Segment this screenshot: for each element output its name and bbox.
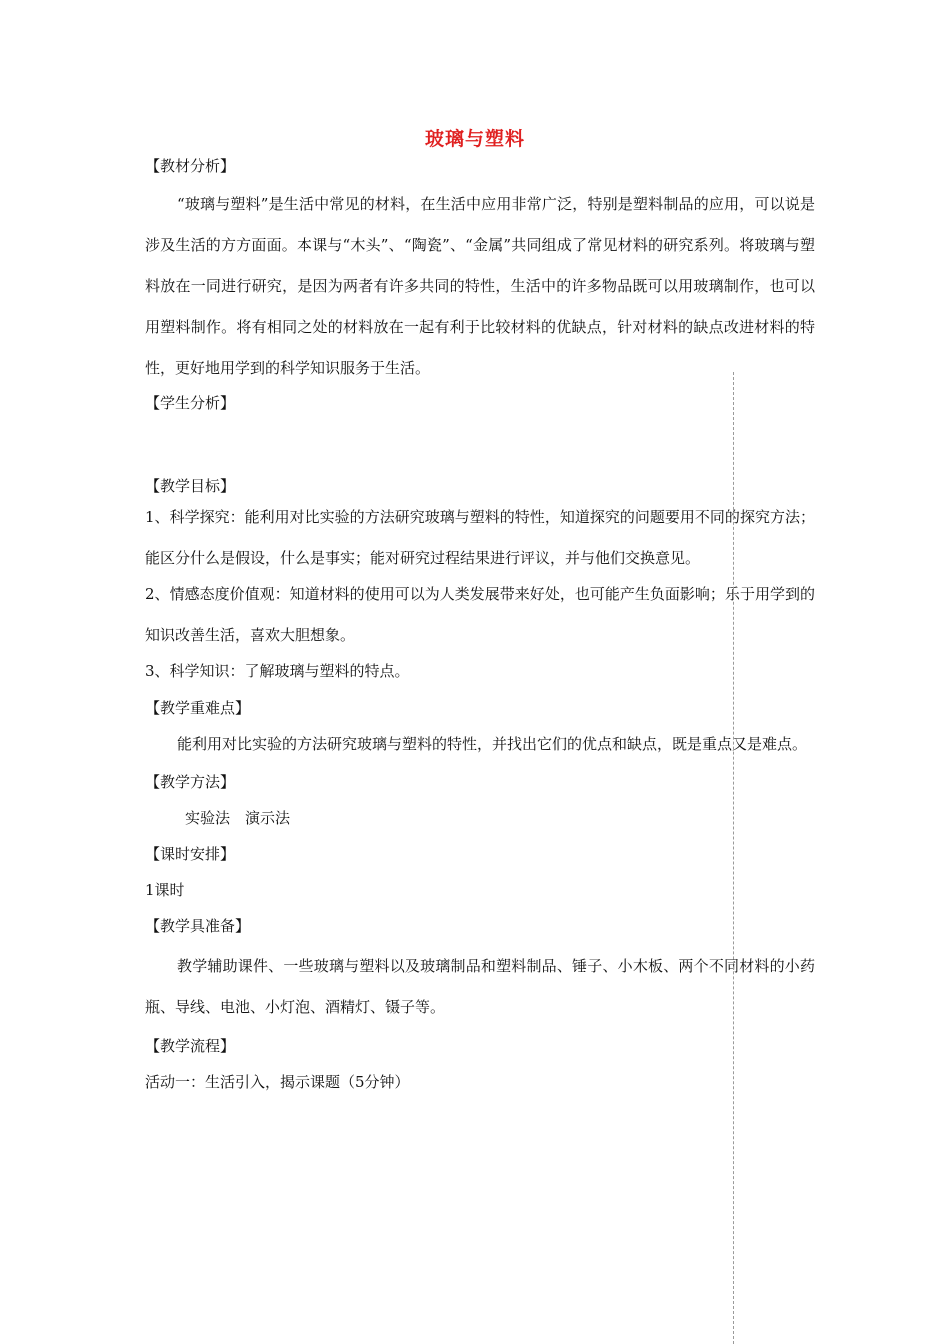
analysis-paragraph: “玻璃与塑料”是生活中常见的材料，在生活中应用非常广泛，特别是塑料制品的应用，可以说是涉及生活的方方面面。本课与“木头”、“陶瓷”、“金属”共同组成了常见材料的研究系列。将玻璃与塑料放在一同进行研究，是因为两者有许多共同的特性，生活中的许多物品既可以用玻璃制作，也可以用塑料制作。将有相同之处的材料放在一起有利于比较材料的优缺点，针对材料的缺点改进材料的特性，更好地用学到的科学知识服务于生活。 — [145, 195, 815, 377]
goal-item-1: 1、科学探究：能利用对比实验的方法研究玻璃与塑料的特性，知道探究的问题要用不同的探究方法；能区分什么是假设，什么是事实；能对研究过程结果进行评议，并与他们交换意见。 — [145, 508, 815, 567]
section-heading-keypoints: 【教学重难点】 — [145, 699, 251, 717]
document-title: 玻璃与塑料 — [424, 128, 525, 150]
section-heading-student: 【学生分析】 — [145, 394, 236, 412]
section-heading-analysis: 【教材分析】 — [145, 157, 236, 175]
margin-dashed-line — [733, 372, 734, 1344]
prep-paragraph: 教学辅助课件、一些玻璃与塑料以及玻璃制品和塑料制品、锤子、小木板、两个不同材料的小药瓶、导线、电池、小灯泡、酒精灯、镊子等。 — [145, 957, 815, 1016]
section-heading-flow: 【教学流程】 — [145, 1037, 236, 1055]
goal-item-3: 3、科学知识：了解玻璃与塑料的特点。 — [145, 662, 410, 680]
schedule-text: 1课时 — [145, 881, 185, 899]
section-heading-prep: 【教学具准备】 — [145, 917, 251, 935]
method-text: 实验法 演示法 — [185, 809, 291, 827]
section-heading-method: 【教学方法】 — [145, 773, 236, 791]
goal-item-2: 2、情感态度价值观：知道材料的使用可以为人类发展带来好处，也可能产生负面影响；乐于用学到的知识改善生活，喜欢大胆想象。 — [145, 585, 815, 644]
activity-item-1: 活动一：生活引入，揭示课题（5分钟） — [145, 1073, 410, 1091]
keypoints-paragraph: 能利用对比实验的方法研究玻璃与塑料的特性，并找出它们的优点和缺点，既是重点又是难点。 — [177, 735, 808, 753]
section-heading-schedule: 【课时安排】 — [145, 845, 236, 863]
document-body — [145, 156, 815, 1092]
section-heading-goals: 【教学目标】 — [145, 477, 236, 495]
